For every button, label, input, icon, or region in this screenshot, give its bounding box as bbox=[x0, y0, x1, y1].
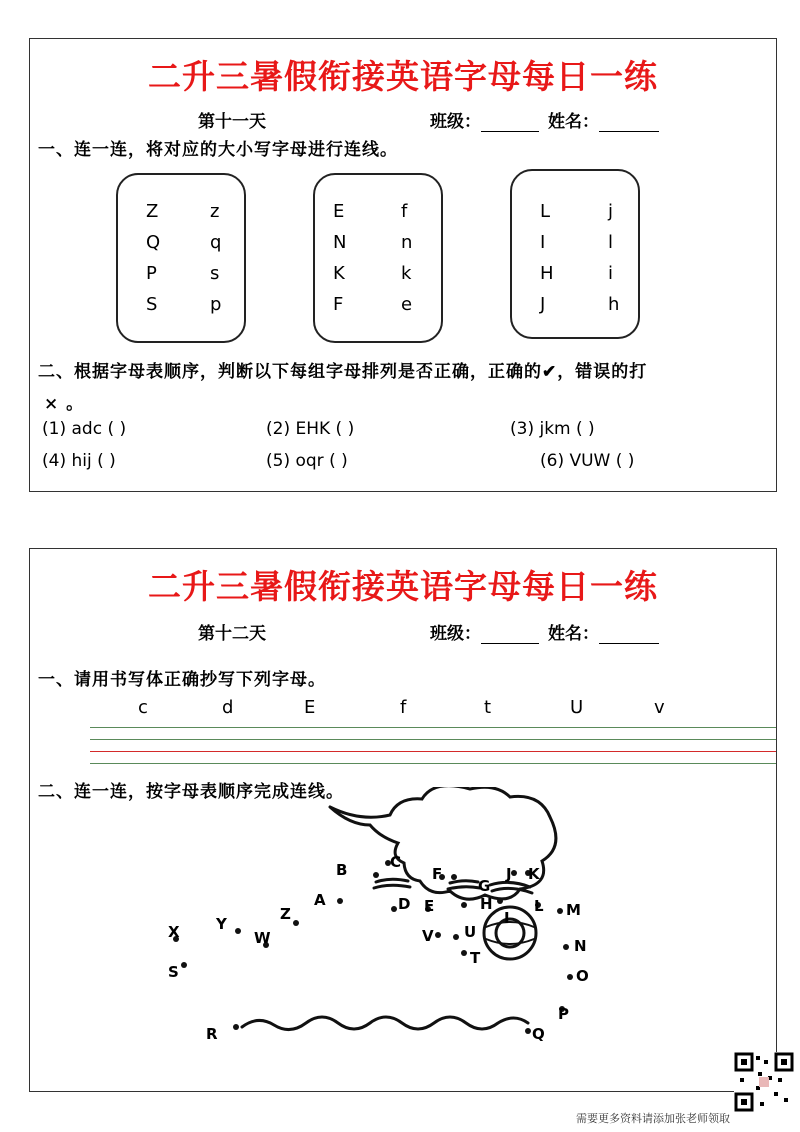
dot-label: Y bbox=[216, 915, 227, 933]
class-blank[interactable] bbox=[481, 627, 539, 644]
wavy-line bbox=[242, 1017, 528, 1030]
dot-label: G bbox=[478, 877, 491, 895]
dot-label: F bbox=[432, 865, 443, 883]
upper-letter[interactable]: Z bbox=[146, 201, 159, 222]
name-blank[interactable] bbox=[599, 627, 659, 644]
dot-label: O bbox=[576, 967, 589, 985]
dot-label: Q bbox=[532, 1025, 545, 1043]
upper-letter[interactable]: P bbox=[146, 263, 157, 284]
worksheet-day12 bbox=[29, 548, 777, 1092]
section2-heading-cont: × 。 bbox=[44, 394, 85, 414]
name-label: 姓名： bbox=[548, 112, 599, 132]
copy-letter: d bbox=[222, 697, 234, 718]
name-field bbox=[548, 107, 659, 132]
lower-letter[interactable]: s bbox=[210, 263, 220, 284]
section2-heading: 二、根据字母表顺序，判断以下每组字母排列是否正确，正确的✔，错误的打 bbox=[38, 362, 648, 382]
dot-label: B bbox=[336, 861, 348, 879]
footer-note: 需要更多资料请添加张老师领取 bbox=[576, 1112, 730, 1125]
day-label: 第十一天 bbox=[198, 112, 266, 132]
lower-letter[interactable]: k bbox=[401, 263, 412, 284]
right-eye-curve bbox=[448, 887, 480, 889]
question-3[interactable]: (3) jkm ( ) bbox=[510, 419, 595, 439]
copy-letter: U bbox=[570, 697, 584, 718]
lower-letter[interactable]: z bbox=[210, 201, 220, 222]
letter-box-3 bbox=[510, 169, 640, 339]
section1-heading: 一、请用书写体正确抄写下列字母。 bbox=[38, 670, 326, 690]
worksheet-day11 bbox=[29, 38, 777, 492]
upper-letter[interactable]: I bbox=[540, 232, 546, 253]
dot-label: R bbox=[206, 1025, 218, 1043]
writing-line-1[interactable] bbox=[90, 727, 776, 728]
day-label: 第十二天 bbox=[198, 624, 266, 644]
name-label: 姓名： bbox=[548, 624, 599, 644]
copy-letter: E bbox=[304, 697, 316, 718]
dot-label: M bbox=[566, 901, 581, 919]
dot-label: U bbox=[464, 923, 477, 941]
copy-letter: c bbox=[138, 697, 148, 718]
cloud-outline bbox=[330, 787, 556, 899]
dot-to-dot-picture[interactable] bbox=[30, 787, 774, 1087]
dot-label: L bbox=[534, 897, 544, 915]
writing-line-2[interactable] bbox=[90, 739, 776, 740]
letter-box-2 bbox=[313, 173, 443, 343]
class-label: 班级： bbox=[430, 112, 481, 132]
qr-code-icon bbox=[734, 1052, 794, 1112]
dot-label: V bbox=[422, 927, 434, 945]
upper-letter[interactable]: J bbox=[540, 294, 546, 315]
dot-label: E bbox=[424, 897, 435, 915]
question-6[interactable]: (6) VUW ( ) bbox=[540, 451, 635, 471]
lower-letter[interactable]: f bbox=[401, 201, 408, 222]
dot-label: I bbox=[504, 909, 510, 927]
lower-letter[interactable]: q bbox=[210, 232, 222, 253]
dot-label: P bbox=[558, 1005, 569, 1023]
left-eye-curve bbox=[376, 879, 408, 882]
letter-box-1 bbox=[116, 173, 246, 343]
left-eye-curve bbox=[374, 885, 410, 888]
upper-letter[interactable]: E bbox=[333, 201, 345, 222]
dot-label: Z bbox=[280, 905, 291, 923]
dot-label: A bbox=[314, 891, 326, 909]
question-5[interactable]: (5) oqr ( ) bbox=[266, 451, 348, 471]
worksheet-title: 二升三暑假衔接英语字母每日一练 bbox=[148, 57, 658, 96]
copy-letter: f bbox=[400, 697, 407, 718]
lower-letter[interactable]: l bbox=[608, 232, 614, 253]
lifebuoy-stripes bbox=[486, 922, 534, 944]
name-blank[interactable] bbox=[599, 115, 659, 132]
dot-label: H bbox=[480, 895, 493, 913]
lower-letter[interactable]: i bbox=[608, 263, 614, 284]
lower-letter[interactable]: h bbox=[608, 294, 620, 315]
lower-letter[interactable]: n bbox=[401, 232, 413, 253]
question-2[interactable]: (2) EHK ( ) bbox=[266, 419, 355, 439]
dot-label: X bbox=[168, 923, 180, 941]
copy-letter: v bbox=[654, 697, 665, 718]
copy-letter: t bbox=[484, 697, 492, 718]
dot-label: C bbox=[390, 853, 402, 871]
lower-letter[interactable]: p bbox=[210, 294, 222, 315]
section1-heading: 一、连一连，将对应的大小写字母进行连线。 bbox=[38, 140, 398, 160]
dot-label: D bbox=[398, 895, 411, 913]
dot-label: J bbox=[506, 865, 512, 883]
dot-label: W bbox=[254, 929, 271, 947]
upper-letter[interactable]: L bbox=[540, 201, 551, 222]
dot-label: T bbox=[470, 949, 481, 967]
class-field bbox=[430, 619, 539, 644]
worksheet-title: 二升三暑假衔接英语字母每日一练 bbox=[148, 567, 658, 606]
section2-heading: 二、连一连，按字母表顺序完成连线。 bbox=[38, 782, 344, 802]
class-label: 班级： bbox=[430, 624, 481, 644]
upper-letter[interactable]: K bbox=[333, 263, 345, 284]
dot-label: S bbox=[168, 963, 179, 981]
question-1[interactable]: (1) adc ( ) bbox=[42, 419, 127, 439]
upper-letter[interactable]: H bbox=[540, 263, 554, 284]
lower-letter[interactable]: e bbox=[401, 294, 413, 315]
swirl bbox=[490, 882, 530, 887]
class-field bbox=[430, 107, 539, 132]
dot-label: N bbox=[574, 937, 587, 955]
writing-line-4[interactable] bbox=[90, 763, 776, 764]
dot-label: K bbox=[528, 865, 540, 883]
class-blank[interactable] bbox=[481, 115, 539, 132]
question-4[interactable]: (4) hij ( ) bbox=[42, 451, 116, 471]
upper-letter[interactable]: S bbox=[146, 294, 158, 315]
upper-letter[interactable]: N bbox=[333, 232, 347, 253]
name-field bbox=[548, 619, 659, 644]
lower-letter[interactable]: j bbox=[608, 201, 614, 222]
upper-letter[interactable]: F bbox=[333, 294, 344, 315]
right-eye-curve bbox=[450, 881, 478, 883]
writing-line-3[interactable] bbox=[90, 751, 776, 752]
lifebuoy-outer bbox=[484, 907, 536, 959]
upper-letter[interactable]: Q bbox=[146, 232, 161, 253]
